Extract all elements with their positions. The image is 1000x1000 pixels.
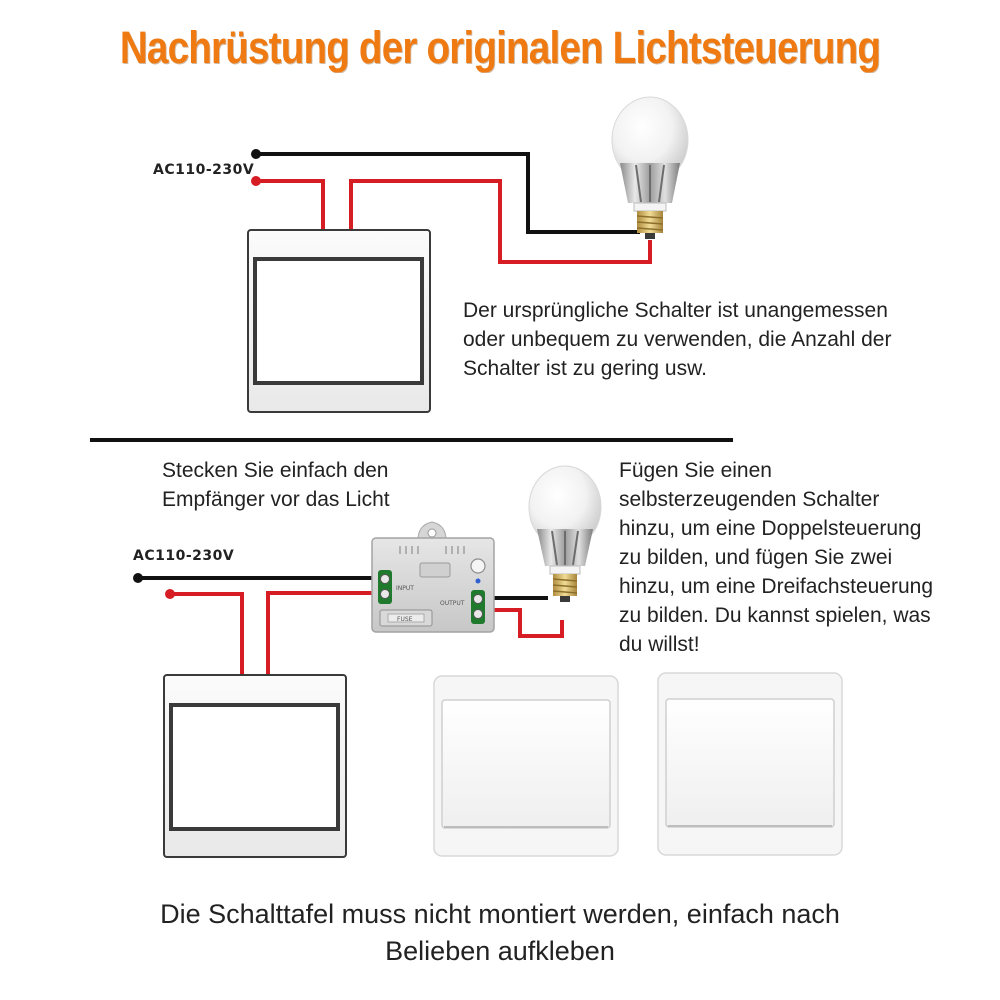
top-description xyxy=(463,296,891,383)
receiver-fuse-label: FUSE xyxy=(397,616,413,623)
add-switch-line: Fügen Sie einen xyxy=(619,459,772,482)
add-switch-line: hinzu, um eine Doppelsteuerung xyxy=(619,517,922,540)
footer-note xyxy=(0,896,1000,970)
add-switch-line: zu bilden, und fügen Sie zwei xyxy=(619,546,893,569)
add-switch-line: du willst! xyxy=(619,633,700,656)
section-divider xyxy=(90,438,733,442)
receiver-input-label: INPUT xyxy=(396,585,414,592)
top-description-line: oder unbequem zu verwenden, die Anzahl der xyxy=(463,328,892,351)
add-switch-line: selbsterzeugenden Schalter xyxy=(619,488,880,511)
receiver-output-label: OUTPUT xyxy=(440,600,465,607)
receiver-note xyxy=(162,456,390,514)
receiver-note-line: Empfänger vor das Licht xyxy=(162,488,390,511)
top-light-bulb-icon xyxy=(612,97,688,239)
receiver-module-icon xyxy=(372,522,494,632)
bottom-voltage-label: AC110-230V xyxy=(133,548,235,564)
top-description-line: Der ursprüngliche Schalter ist unangemessen xyxy=(463,299,888,322)
top-neutral-wire xyxy=(256,154,640,232)
bottom-live-wire-in xyxy=(170,594,242,675)
bottom-live-terminal xyxy=(165,589,175,599)
bottom-wall-switch xyxy=(164,675,346,857)
add-switch-line: zu bilden. Du kannst spielen, was xyxy=(619,604,931,627)
add-switch-line: hinzu, um eine Dreifachsteuerung xyxy=(619,575,934,598)
top-voltage-label: AC110-230V xyxy=(153,162,255,178)
footer-line: Die Schalttafel muss nicht montiert werden, einfach nach xyxy=(160,899,840,929)
wireless-switch-2-icon xyxy=(658,673,842,855)
bottom-output-live-wire xyxy=(485,610,562,636)
top-neutral-terminal xyxy=(251,149,261,159)
bottom-light-bulb-icon xyxy=(529,466,601,602)
bottom-neutral-terminal xyxy=(133,573,143,583)
footer-line: Belieben aufkleben xyxy=(385,936,615,966)
add-switch-note xyxy=(619,456,933,659)
top-live-wire-in xyxy=(256,181,323,230)
wireless-switch-1-icon xyxy=(434,676,618,856)
top-wall-switch xyxy=(248,230,430,412)
top-description-line: Schalter ist zu gering usw. xyxy=(463,357,707,380)
page-title: Nachrüstung der originalen Lichtsteuerung xyxy=(119,22,881,73)
receiver-note-line: Stecken Sie einfach den xyxy=(162,459,389,482)
bottom-wires xyxy=(133,573,562,675)
bottom-live-wire-switched xyxy=(268,593,380,675)
